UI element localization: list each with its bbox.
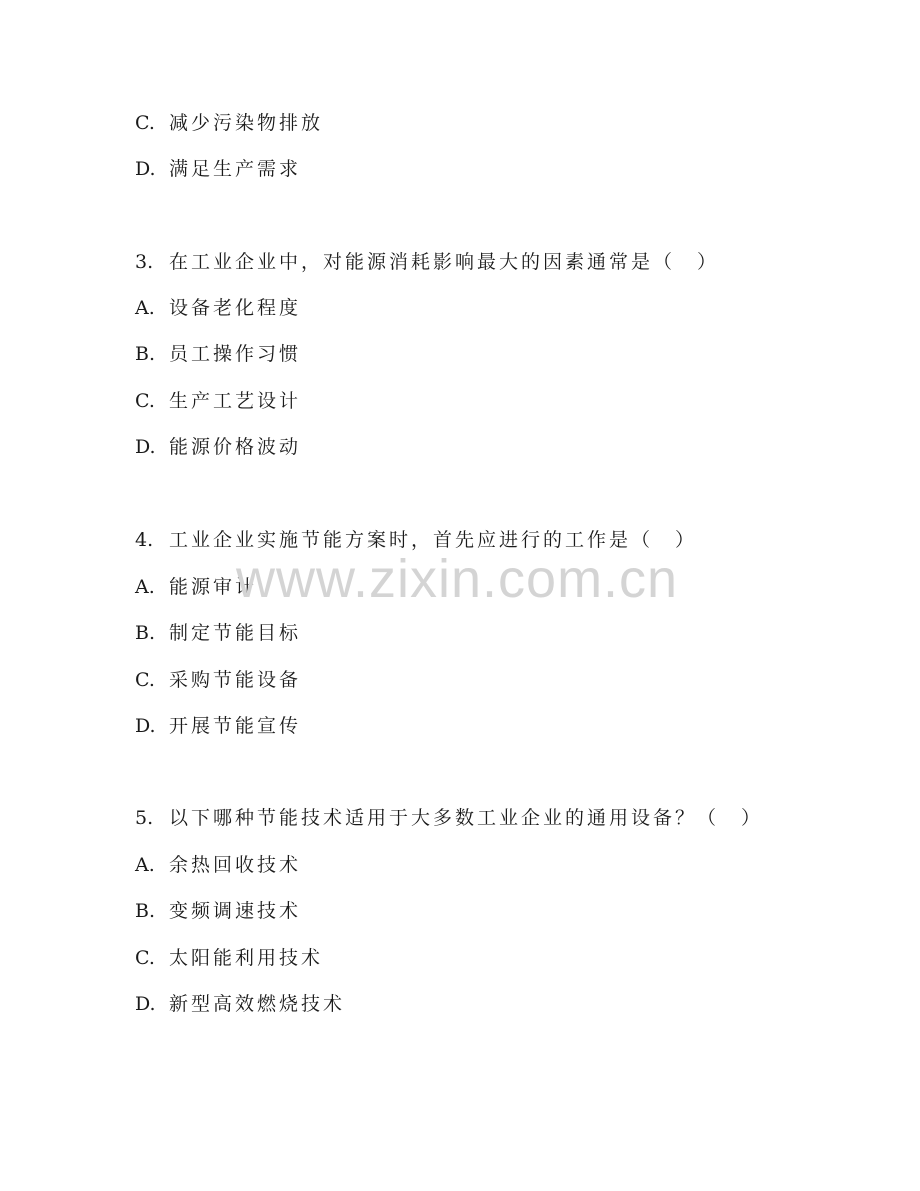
q5-option-c bbox=[135, 946, 323, 970]
option-label: B. bbox=[135, 622, 156, 644]
question-text: 以下哪种节能技术适用于大多数工业企业的通用设备？（ ） bbox=[169, 807, 764, 829]
option-label: D. bbox=[135, 436, 156, 458]
q5-option-a bbox=[135, 853, 301, 877]
watermark: www.zixin.com.cn bbox=[236, 549, 679, 609]
q3-option-d bbox=[135, 435, 301, 459]
option-label: A. bbox=[135, 297, 155, 319]
q3-option-b bbox=[135, 342, 301, 366]
question-number: 3. bbox=[135, 251, 154, 273]
option-text: 采购节能设备 bbox=[169, 669, 302, 691]
option-label: C. bbox=[135, 947, 155, 969]
q4-option-c bbox=[135, 668, 301, 692]
option-label: C. bbox=[135, 669, 155, 691]
option-text: 能源审计 bbox=[169, 576, 258, 598]
option-text: 员工操作习惯 bbox=[169, 343, 302, 365]
option-label: A. bbox=[135, 576, 155, 598]
question-number: 5. bbox=[135, 807, 154, 829]
option-label: B. bbox=[135, 900, 156, 922]
q5-option-d bbox=[135, 992, 345, 1016]
option-text: 生产工艺设计 bbox=[169, 390, 302, 412]
option-text: 减少污染物排放 bbox=[169, 112, 324, 134]
q4-option-d bbox=[135, 714, 301, 738]
option-text: 设备老化程度 bbox=[169, 297, 302, 319]
q5-option-b bbox=[135, 899, 301, 923]
option-label: D. bbox=[135, 993, 156, 1015]
option-label: A. bbox=[135, 854, 155, 876]
q3-stem bbox=[135, 250, 719, 274]
question-text: 在工业企业中，对能源消耗影响最大的因素通常是（ ） bbox=[169, 251, 720, 273]
q3-option-a bbox=[135, 296, 301, 320]
option-label: D. bbox=[135, 158, 156, 180]
option-label: D. bbox=[135, 715, 156, 737]
option-text: 能源价格波动 bbox=[169, 436, 302, 458]
option-text: 满足生产需求 bbox=[169, 158, 302, 180]
q4-option-b bbox=[135, 621, 301, 645]
option-label: B. bbox=[135, 343, 156, 365]
q2-option-d bbox=[135, 157, 301, 181]
option-text: 余热回收技术 bbox=[169, 854, 302, 876]
q2-option-c bbox=[135, 111, 323, 135]
option-text: 太阳能利用技术 bbox=[169, 947, 324, 969]
option-label: C. bbox=[135, 112, 155, 134]
option-text: 新型高效燃烧技术 bbox=[169, 993, 346, 1015]
q3-option-c bbox=[135, 389, 301, 413]
option-label: C. bbox=[135, 390, 155, 412]
option-text: 变频调速技术 bbox=[169, 900, 302, 922]
question-text: 工业企业实施节能方案时，首先应进行的工作是（ ） bbox=[169, 529, 698, 551]
q5-stem bbox=[135, 806, 763, 830]
option-text: 开展节能宣传 bbox=[169, 715, 302, 737]
question-number: 4. bbox=[135, 529, 154, 551]
option-text: 制定节能目标 bbox=[169, 622, 302, 644]
